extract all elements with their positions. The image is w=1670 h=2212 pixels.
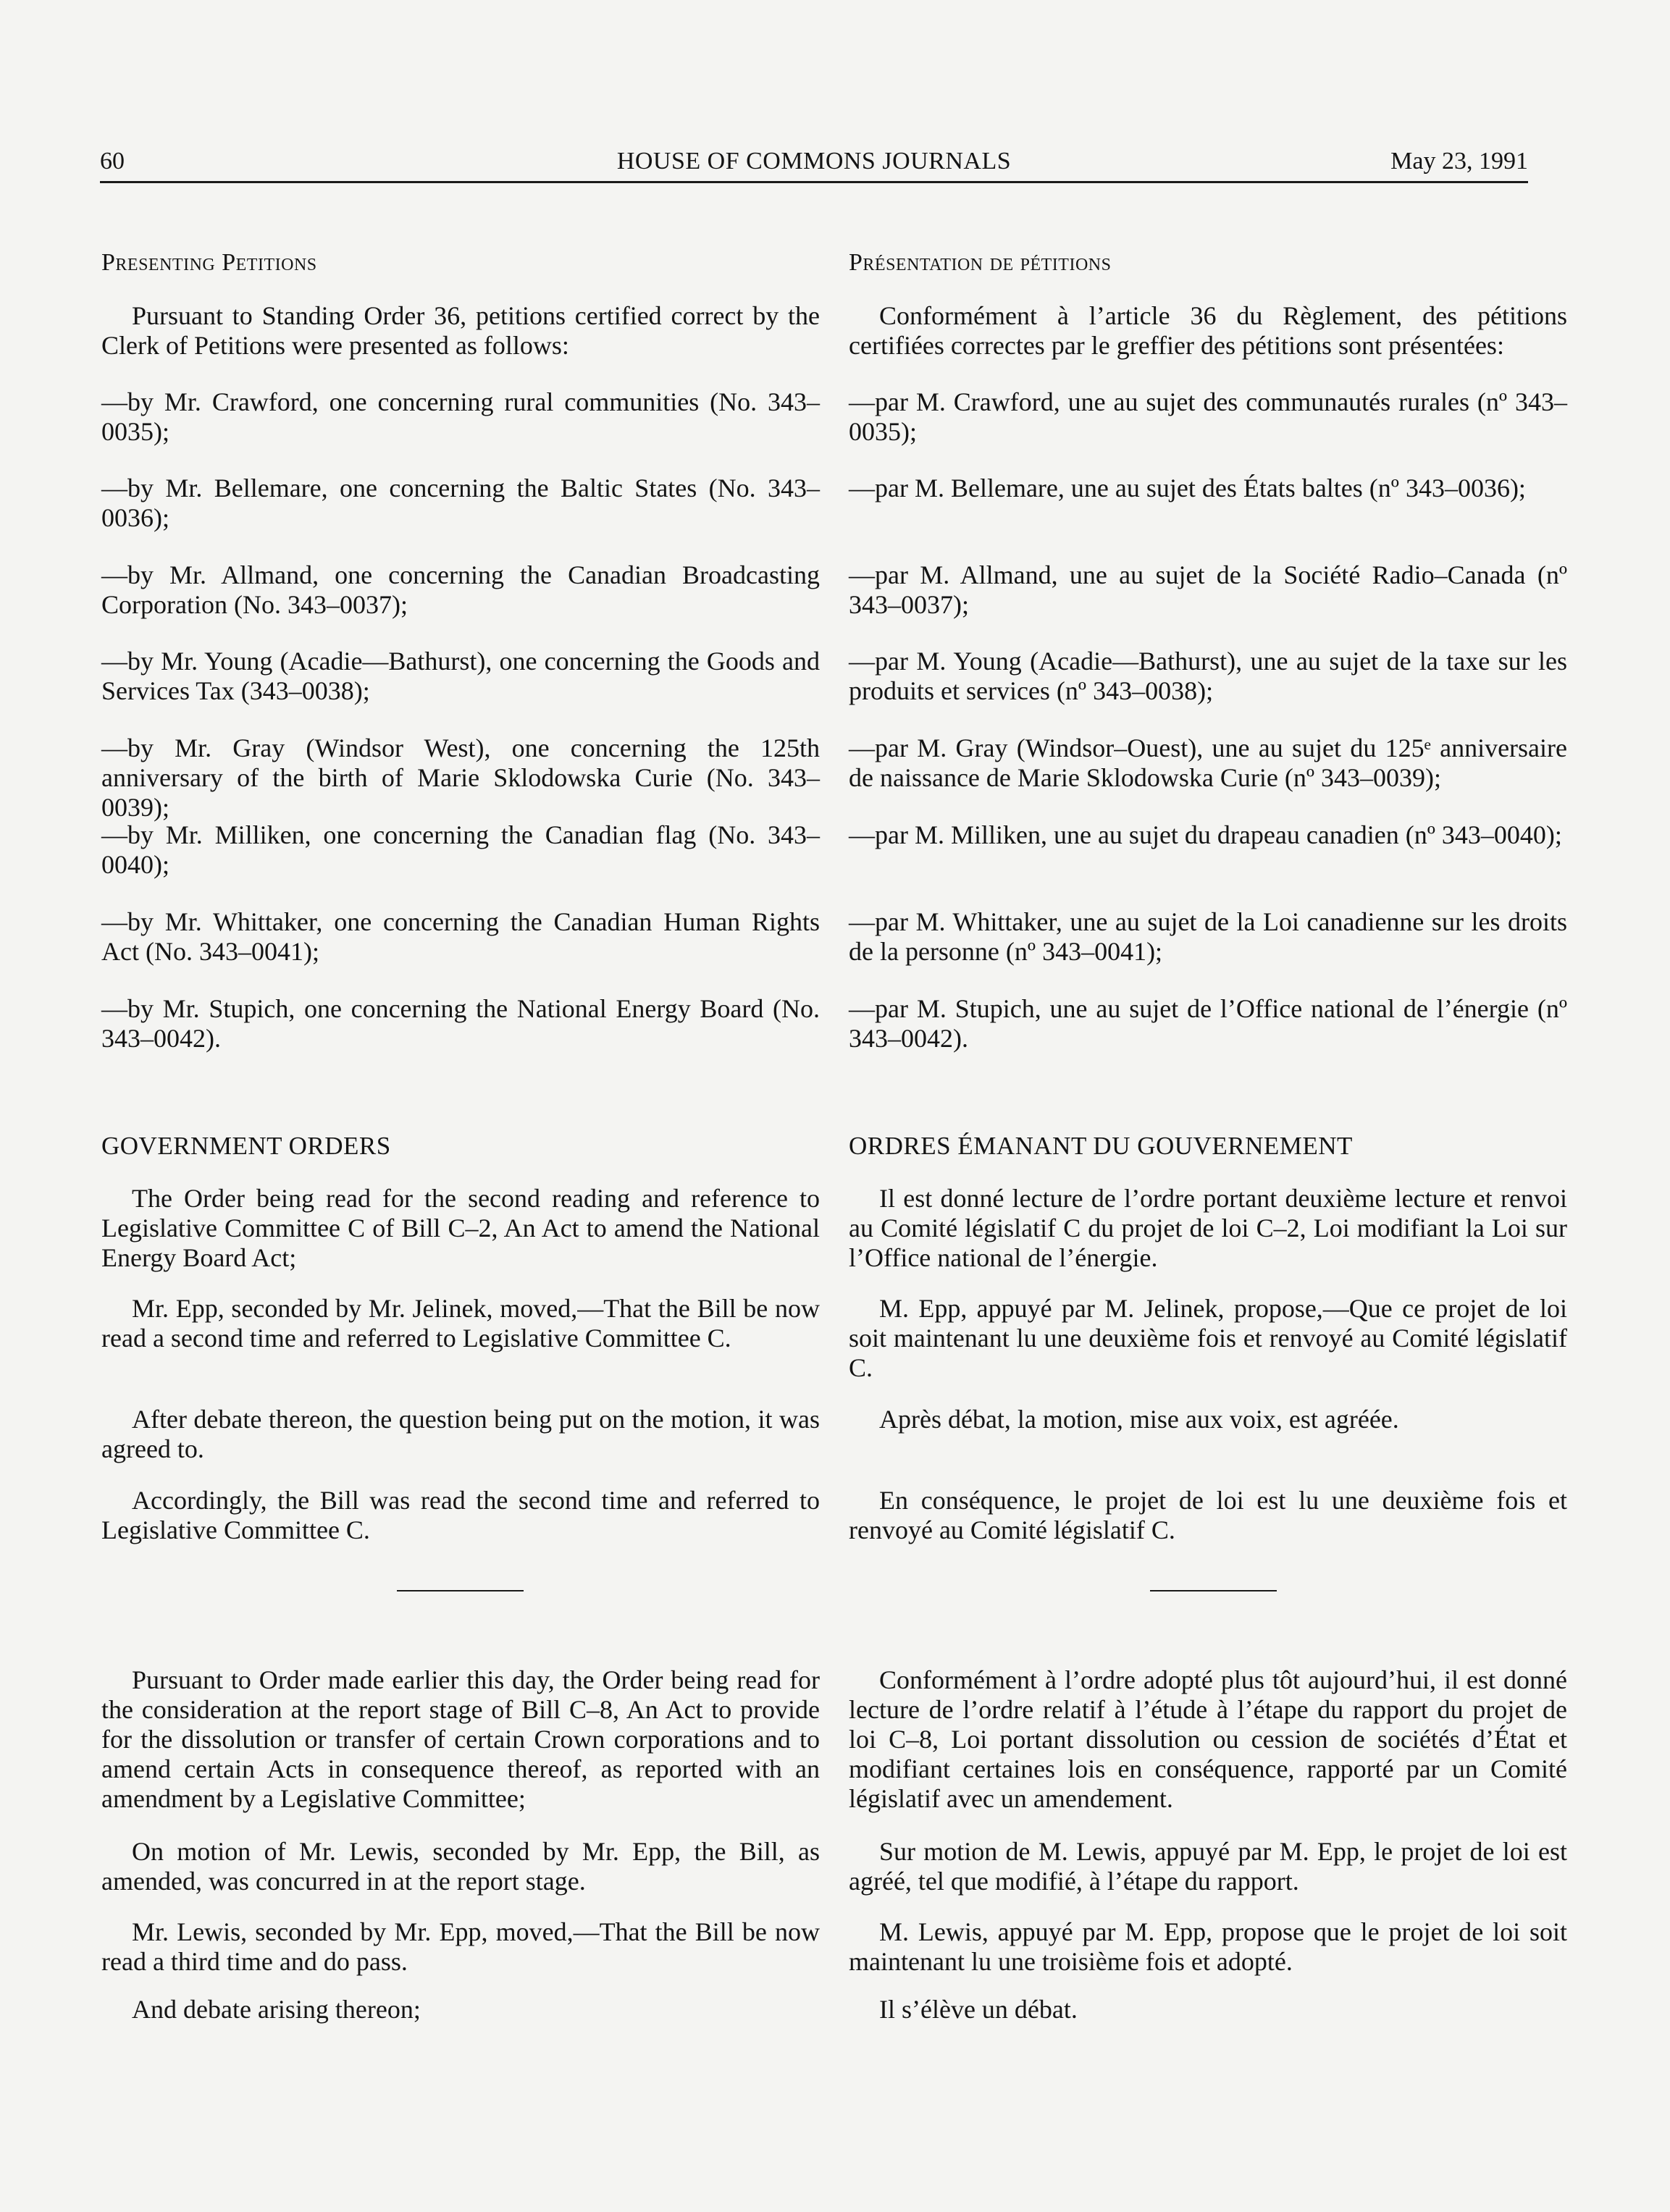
journal-title: HOUSE OF COMMONS JOURNALS (616, 148, 1012, 174)
report-stage-paragraph: On motion of Mr. Lewis, seconded by Mr. Epp, the Bill, as amended, was concurred in at the report stage. (101, 1837, 820, 1896)
section-heading-government-orders-fr: ORDRES ÉMANANT DU GOUVERNEMENT (849, 1132, 1353, 1160)
petition-item: —by Mr. Allmand, one concerning the Canadian Broadcasting Corporation (No. 343–0037); (101, 560, 820, 619)
report-stage-paragraph-fr: Il s’élève un débat. (879, 1995, 1078, 2024)
petition-item-fr: —par M. Gray (Windsor–Ouest), une au sujet du 125ᵉ anniversaire de naissance de Marie Sklodowska Curie (nº 343–0039); (849, 733, 1567, 792)
petition-item: —by Mr. Whittaker, one concerning the Canadian Human Rights Act (No. 343–0041); (101, 907, 820, 966)
report-stage-paragraph-fr: Sur motion de M. Lewis, appuyé par M. Epp, le projet de loi est agréé, tel que modifié, à l’étape du rapport. (849, 1837, 1567, 1896)
petition-item: —by Mr. Milliken, one concerning the Canadian flag (No. 343–0040); (101, 820, 820, 879)
report-stage-paragraph-fr: M. Lewis, appuyé par M. Epp, propose que le projet de loi soit maintenant lu une troisième fois et adopté. (849, 1917, 1567, 1976)
petition-item-fr: —par M. Stupich, une au sujet de l’Office national de l’énergie (nº 343–0042). (849, 994, 1567, 1053)
order-paragraph-fr: En conséquence, le projet de loi est lu une deuxième fois et renvoyé au Comité législatif C. (849, 1486, 1567, 1544)
petition-item-fr: —par M. Whittaker, une au sujet de la Loi canadienne sur les droits de la personne (nº 343–0041); (849, 907, 1567, 966)
order-paragraph: Accordingly, the Bill was read the second time and referred to Legislative Committee C. (101, 1486, 820, 1544)
order-paragraph-fr: M. Epp, appuyé par M. Jelinek, propose,—Que ce projet de loi soit maintenant lu une deuxième fois et renvoyé au Comité législatif C. (849, 1294, 1567, 1382)
report-stage-paragraph: Mr. Lewis, seconded by Mr. Epp, moved,—That the Bill be now read a third time and do pass. (101, 1917, 820, 1976)
petition-item: —by Mr. Stupich, one concerning the National Energy Board (No. 343–0042). (101, 994, 820, 1053)
order-paragraph-fr: Il est donné lecture de l’ordre portant deuxième lecture et renvoi au Comité législatif C du projet de loi C–2, Loi modifiant la Loi sur l’Office national de l’énergie. (849, 1184, 1567, 1272)
order-paragraph: Mr. Epp, seconded by Mr. Jelinek, moved,—That the Bill be now read a second time and referred to Legislative Committee C. (101, 1294, 820, 1353)
section-divider-fr (1150, 1590, 1277, 1591)
order-paragraph-fr: Après débat, la motion, mise aux voix, est agréée. (879, 1405, 1399, 1434)
journal-date: May 23, 1991 (1390, 148, 1528, 174)
petition-item-fr: —par M. Milliken, une au sujet du drapeau canadien (nº 343–0040); (849, 820, 1562, 849)
page-header (100, 145, 1528, 183)
petition-item-fr: —par M. Young (Acadie—Bathurst), une au sujet de la taxe sur les produits et services (nº 343–0038); (849, 647, 1567, 705)
section-heading-government-orders: GOVERNMENT ORDERS (101, 1132, 391, 1160)
report-stage-paragraph: And debate arising thereon; (132, 1995, 421, 2024)
petitions-intro: Pursuant to Standing Order 36, petitions certified correct by the Clerk of Petitions were presented as follows: (101, 301, 820, 360)
petition-item: —by Mr. Bellemare, one concerning the Baltic States (No. 343–0036); (101, 474, 820, 532)
petition-item-fr: —par M. Allmand, une au sujet de la Société Radio–Canada (nº 343–0037); (849, 560, 1567, 619)
section-heading-petitions: Presenting Petitions (101, 249, 317, 276)
section-heading-petitions-fr: Présentation de pétitions (849, 249, 1112, 276)
petition-item-fr: —par M. Crawford, une au sujet des communautés rurales (nº 343–0035); (849, 387, 1567, 446)
order-paragraph: After debate thereon, the question being put on the motion, it was agreed to. (101, 1405, 820, 1463)
petition-item: —by Mr. Crawford, one concerning rural communities (No. 343–0035); (101, 387, 820, 446)
report-stage-paragraph: Pursuant to Order made earlier this day, the Order being read for the consideration at the report stage of Bill C–8, An Act to provide for the dissolution or transfer of certain Crown corporations and to amend certain Acts in consequence thereof, as reported with an amendment by a Legislative Committee; (101, 1665, 820, 1813)
section-divider (397, 1590, 524, 1591)
petition-item: —by Mr. Gray (Windsor West), one concerning the 125th anniversary of the birth of Marie Sklodowska Curie (No. 343–0039); (101, 733, 820, 822)
page-number: 60 (100, 148, 125, 174)
order-paragraph: The Order being read for the second reading and reference to Legislative Committee C of Bill C–2, An Act to amend the National Energy Board Act; (101, 1184, 820, 1272)
petition-item: —by Mr. Young (Acadie—Bathurst), one concerning the Goods and Services Tax (343–0038); (101, 647, 820, 705)
petition-item-fr: —par M. Bellemare, une au sujet des États baltes (nº 343–0036); (849, 474, 1526, 502)
report-stage-paragraph-fr: Conformément à l’ordre adopté plus tôt aujourd’hui, il est donné lecture de l’ordre relatif à l’étude à l’étape du rapport du projet de loi C–8, Loi portant dissolution ou cession de sociétés d’État et modifiant certaines lois en conséquence, rapporté par un Comité législatif avec un amendement. (849, 1665, 1567, 1813)
petitions-intro-fr: Conformément à l’article 36 du Règlement, des pétitions certifiées correctes par le greffier des pétitions sont présentées: (849, 301, 1567, 360)
